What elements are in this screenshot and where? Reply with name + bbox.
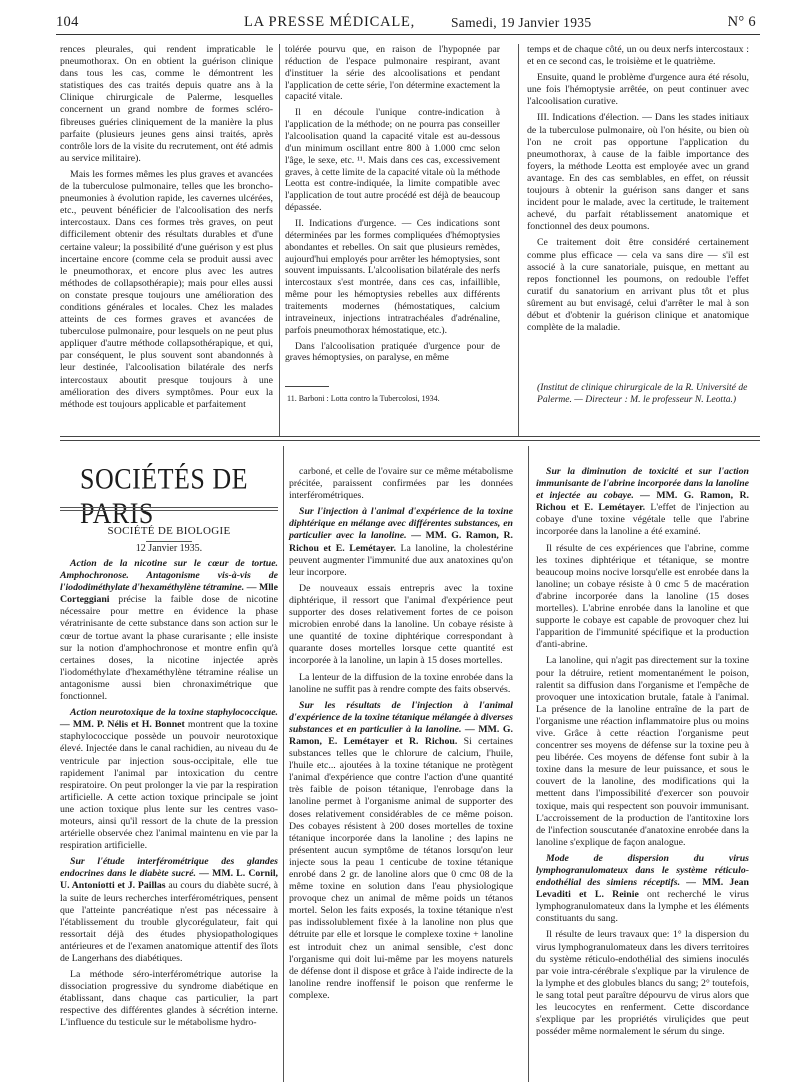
abstract-title: Action de la nicotine sur le cœur de tortue. Amphochronose. Antagonisme vis-à-vis de l'iododiméthylate d'hexaméthylène tétramine. — <box>60 558 278 594</box>
abstract-body: La méthode séro-interférométrique autorise la dissociation progressive du syndrome diabétique en établissant, dans chaque cas particulier, la part respective des différentes glandes à sécrétion interne. L'influence du testicule sur le métabolisme hydro- <box>60 969 278 1029</box>
paragraph: II. Indications d'urgence. — Ces indications sont déterminées par les formes compliquées d'hémoptysies abondantes et rebelles. On sait que plusieurs remèdes, aujourd'hui employés pour arrêter les hémoptysies, sont souvent impuissants. L'alcoolisation bilatérale des nerfs intercostaux s'est montrée, dans ces cas, infaillible, même pour les hémoptysies rebelles aux différents traitements modernes (hémostatiques, calcium intraveineux, injections intratrachéales d'adrénaline, parfois pneumothorax hémostatique, etc.). <box>285 218 500 336</box>
footnote-rule <box>285 386 329 387</box>
abstract-paragraph <box>536 853 749 926</box>
society-name: SOCIÉTÉ DE BIOLOGIE <box>107 525 231 537</box>
top-column-1 <box>60 44 273 415</box>
issue-date: Samedi, 19 Janvier 1935 <box>451 15 592 30</box>
section-title: SOCIÉTÉS DE PARIS <box>80 462 248 530</box>
paragraph <box>289 466 513 502</box>
abstract-body: Il résulte de ces expériences que l'abrine, comme les toxines diphtérique et tétanique, se montre beaucoup moins nocive lorsqu'elle est enrobée dans la lanoline; un cobaye résiste à 0 cmc 5 de macération d'abrine incorporée dans la lanoline (15 doses mortelles). L'abrine enrobée dans la lanoline et que supporte le cobaye est capable de provoquer chez lui l'apparition de l'immunité spécifique et la production d'anti-abrine. <box>536 542 749 651</box>
abstract-paragraph <box>60 856 278 965</box>
abstract-body: montrent que la toxine staphylococcique possède un pouvoir neurotoxique élevé. Injectée dans le canal rachidien, au niveau du 4e ventricule par injection sous-occipitale, elle tue rapidement l'animal par intoxication du centre respiratoire. On peut prolonger la vie par la respiration artificielle. A cette action toxique principale se joint une action toxique plus lente sur les centres vaso-moteurs, ainsi qu'il ressort de la chute de la pression artérielle observée chez l'animal maintenu en vie par la respiration artificielle. <box>60 719 279 852</box>
bottom-column-2 <box>289 466 513 1006</box>
abstract-authors: MM. G. Ramon, R. Richou et E. Lemétayer. <box>536 490 749 514</box>
abstract-authors: Mlle Corteggiani <box>60 582 279 606</box>
paragraph <box>536 929 749 1038</box>
footnote: 11. Barboni : Lotta contro la Tubercolosi, 1934. <box>287 394 440 403</box>
bottom-column-1 <box>60 558 278 1034</box>
title-rule <box>60 510 278 511</box>
column-rule <box>518 44 519 436</box>
institution-note: (Institut de clinique chirurgicale de la R. Université de Palerme. — Directeur : M. le professeur N. Leotta.) <box>537 382 748 405</box>
section-separator <box>60 436 760 437</box>
paragraph: rences pleurales, qui rendent impraticable le pneumothorax. On en obtient la guérison clinique dans tous les cas, comme le démontrent les statistiques des cas traités depuis quatre ans à la Clinique chirurgicale de Palerme, lesquelles concernent un grand nombre de formes scléro-fibreuses guéries cliniquement de la manière la plus parfaite (plusieurs jeunes gens ainsi traités, après contrôle lors de la visite du recrutement, ont été admis au service militaire). <box>60 44 273 164</box>
column-rule <box>279 44 280 436</box>
page-number: 104 <box>56 14 79 30</box>
abstract-title: Action neurotoxique de la toxine staphylococcique. — <box>60 707 278 731</box>
abstract-body: La lanoline, qui n'agit pas directement sur la toxine pour la détruire, retient momentanément le poison, ralentit sa diffusion dans l'organisme et l'empêche de provoquer une intoxication brutale, fatale à l'animal. La présence de la lanoline entraîne de la part de l'organisme une réaction inflammatoire plus ou moins vive. Grâce à cette réaction l'organisme peut concentrer ses moyens de défense sur la toxine peu à peu libérée. Ces moyens de défense font subir à la toxine dans la mesure de leur puissance, et sous le couvert de la lanoline, des modifications qui la mettent dans l'impossibilité d'exercer son pouvoir toxique, mais qui respectent son pouvoir immunisant. L'accroissement de la production de l'antitoxine lors de l'infection souscutanée d'anatoxine enrobée dans la lanoline s'explique de façon analogue. <box>536 655 749 848</box>
top-column-3 <box>527 44 749 338</box>
paragraph: Dans l'alcoolisation pratiquée d'urgence pour de graves hémoptysies, on paralyse, en même <box>285 340 500 364</box>
abstract-body: précise la faible dose de nicotine nécessaire pour mettre en évidence la phase vératrinisante de cette substance dans son action sur le cœur de tortue avant la phase curarisante ; elle insiste sur la notion d'amphochronose et montre enfin qu'à certaines doses, la nicotine injectée après l'iodométhylate d'hexaméthylène tétramine réalise un antagonisme aussi bien chronaximétrique que fonctionnel. <box>60 594 278 703</box>
paragraph <box>289 672 513 696</box>
journal-title: LA PRESSE MÉDICALE, <box>244 14 416 30</box>
paragraph <box>536 543 749 652</box>
abstract-paragraph <box>60 558 278 703</box>
paragraph: tolérée pourvu que, en raison de l'hypopnée par réduction de l'espace pulmonaire respirant, avant d'instituer la série des alcoolisations et pendant l'application de cette série, l'on détermine exactement la capacité vitale. <box>285 44 500 103</box>
paragraph: Ce traitement doit être considéré certainement comme plus efficace — cela va sans dire — s'il est associé à la cure sanatoriale, puisque, en mettant au repos fonctionnel les poumons, on redouble l'effet curatif du sanatorium en arrivant plus tôt et plus sûrement au but envisagé, celui d'arrêter le mal à son début et d'obtenir la guérison clinique et anatomique complète de la maladie. <box>527 237 749 334</box>
abstract-authors: MM. P. Nélis et H. Bonnet <box>72 719 185 731</box>
abstract-body: Il résulte de leurs travaux que: 1° la dispersion du virus lymphogranulomateux dans les divers territoires du système réticulo-endothélial des simiens inoculés par voie intra-cérébrale s'explique par la virulence de la lymphe et des globules blancs du sang; 2° toutefois, le sang total peut paraître dépourvu de virus alors que les leucocytes en renferment. Cette discordance s'explique par les propriétés viruliçides que peut posséder même normalement le sérum du singe. <box>536 929 749 1038</box>
abstract-paragraph <box>60 707 278 852</box>
paragraph <box>289 583 513 668</box>
paragraph: temps et de chaque côté, un ou deux nerfs intercostaux : et en ce second cas, le troisième et le quatrième. <box>527 44 749 68</box>
abstract-title: Sur les résultats de l'injection à l'animal d'expérience de la toxine tétanique mélangée à diverses substances et en particulier à la lanoline. — <box>289 699 513 735</box>
column-rule <box>528 446 529 1082</box>
header-rule <box>56 34 760 35</box>
abstract-authors: MM. Jean Levaditi et L. Reinie <box>536 877 749 901</box>
paragraph: Mais les formes mêmes les plus graves et avancées de la tuberculose pulmonaire, telles que les broncho-pneumonies à évolution rapide, les cavernes ulcérées, etc., peuvent bénéficier de l'alcoolisation des nerfs intercostaux. Dans ces formes très graves, on peut difficilement obtenir des résultats durables et d'une certaine valeur; la possibilité d'une guérison y est plus incertaine encore (comme cela se produit aussi avec le pneumothorax, et encore plus avec les autres méthodes de collapsothérapie); mais pour elles aussi on constate presque toujours une amélioration des conditions générales et locales. Chez les malades atteints de ces formes graves et avancées de tuberculose pulmonaire, pour lesquels on ne peut plus appliquer d'autre méthode collapsothérapique, et qui, par conséquent, le plus souvent sont abandonnés à leur destinée, l'alcoolisation bilatérale des nerfs intercostaux aboutit presque toujours à une amélioration des divers symptômes. Pour eux la méthode est toujours applicable et parfaitement <box>60 168 273 410</box>
title-rule <box>60 507 278 508</box>
bottom-column-3 <box>536 466 749 1042</box>
abstract-body: L'effet de l'injection au cobaye d'une toxine végétale telle que l'abrine incorporée dans la lanoline a été examiné. <box>536 502 750 538</box>
section-separator <box>60 440 760 441</box>
issue-number: N° 6 <box>727 14 756 30</box>
abstract-paragraph <box>536 466 749 539</box>
paragraph: Ensuite, quand le problème d'urgence aura été résolu, une fois l'hémoptysie arrêtée, on peut continuer avec l'alcoolisation curative. <box>527 72 749 108</box>
session-date: 12 Janvier 1935. <box>135 543 203 554</box>
abstract-authors: MM. G. Ramon, R. Richou et E. Lemétayer. <box>289 530 513 554</box>
abstract-paragraph <box>289 506 513 579</box>
running-header <box>56 8 760 32</box>
abstract-body: La lanoline, la cholestérine peuvent augmenter l'immunité due aux anatoxines qu'on leur incorpore. <box>289 542 513 578</box>
paragraph: Il en découle l'unique contre-indication à l'application de la méthode; on ne pourra pas conseiller l'alcoolisation quand la capacité vitale est au-dessous d'un minimum oscillant entre 800 à 1.000 cmc selon l'âge, le sexe, etc. ¹¹. Mais dans ces cas, excessivement graves, à cette limite de la capacité vitale où la méthode Leotta est contre-indiquée, la limite compatible avec l'application de tout autre procédé est déjà de beaucoup dépassée. <box>285 107 500 214</box>
abstract-body: ont recherché le virus lymphogranulomateux dans la lymphe et les éléments constituants du sang. <box>536 889 749 925</box>
paragraph <box>536 655 749 849</box>
abstract-body: au cours du diabète sucré, à la suite de leurs recherches interférométriques, pensent que l'atteinte pancréatique n'est pas nécessaire à l'établissement du trouble glycorégulateur, fait qui ressortait déjà des études physiopathologiques antérieures et de l'examen anatomique attentif des îlots de Langerhans des diabétiques. <box>60 880 279 964</box>
paragraph <box>60 969 278 1029</box>
column-rule <box>283 446 284 1082</box>
abstract-authors: MM. L. Cornil, U. Antoniotti et J. Paillas <box>60 868 278 892</box>
abstract-body: Si certaines substances telles que le chlorure de calcium, l'huile, l'huile etc... ajoutées à la toxine tétanique ne protègent l'animal d'expérience que contre l'action d'une quantité très faible de poison tétanique, l'enrobage dans la lanoline permet à l'organisme animal de supporter des doses relativement considérables de ce même poison. Des cobayes résistent à 200 doses mortelles de toxine tétanique incorporée dans la lanoline ; des lapins ne présentent aucun symptôme de tétanos lorsqu'on leur injecte sous la peau 1 centicube de toxine tétanique enrobé dans 2 gr. de lanoline alors que 0 cmc 08 de la même toxine en solution dans l'eau physiologique provoque chez un animal de même poids un tétanos mortel. Selon les faits exposés, la toxine tétanique n'est pas indissolublement fixée à la lanoline non plus que détruite par elle et lorsque le complexe toxine + lanoline est introduit chez un animal sensible, c'est donc l'organisme qui doit lui-même par les moyens naturels de défense dont il dispose et grâce à l'aide indirecte de la lanoline rendre inoffensif le poison que renferme le complexe. <box>289 735 513 1001</box>
top-column-2 <box>285 44 500 368</box>
subtitle-rule <box>146 541 192 542</box>
abstract-title: Sur l'étude interférométrique des glandes endocrines dans le diabète sucré. — <box>60 856 278 880</box>
abstract-authors: MM. G. Ramon, E. Lemétayer et R. Richou. <box>289 723 513 747</box>
abstract-title: Mode de dispersion du virus lymphogranulomateux dans le système réticulo-endothélial des simiens réceptifs. — <box>536 852 749 889</box>
abstract-body: carboné, et celle de l'ovaire sur ce même métabolisme précitée, paraissent confirmées par les données interférométriques. <box>289 466 513 502</box>
paragraph: III. Indications d'élection. — Dans les stades initiaux de la tuberculose pulmonaire, où l'on hésite, ou bien où l'on ne croit pas opportune l'application du pneumothorax, à cause de la faible importance des foyers, la méthode Leotta est employée avec un grand avantage. En des cas semblables, en effet, on réussit toujours à obtenir la guérison sans danger et sans incident pour le malade, avec la certitude, le traitement achevé, du parfait rétablissement anatomique et fonctionnel des deux poumons. <box>527 112 749 233</box>
abstract-body: La lenteur de la diffusion de la toxine enrobée dans la lanoline ne suffit pas à rendre compte des faits observés. <box>289 671 513 695</box>
abstract-title: Sur l'injection à l'animal d'expérience de la toxine diphtérique en mélange avec différentes substances, en particulier avec la lanoline. — <box>289 506 513 542</box>
abstract-body: De nouveaux essais entrepris avec la toxine diphtérique, il ressort que l'animal d'expérience peut supporter des doses relativement fortes de ce poison microbien enrobé dans la lanoline. Un cobaye résiste à une quantité de toxine diphtérique correspondant à quarante doses mortelles lorsque cette quantité est incorporée à la lanoline, un lapin à 15 doses mortelles. <box>289 582 513 667</box>
abstract-title: Sur la diminution de toxicité et sur l'action immunisante de l'abrine incorporée dans la lanoline et injectée au cobaye. — <box>536 466 749 502</box>
abstract-paragraph <box>289 700 513 1002</box>
